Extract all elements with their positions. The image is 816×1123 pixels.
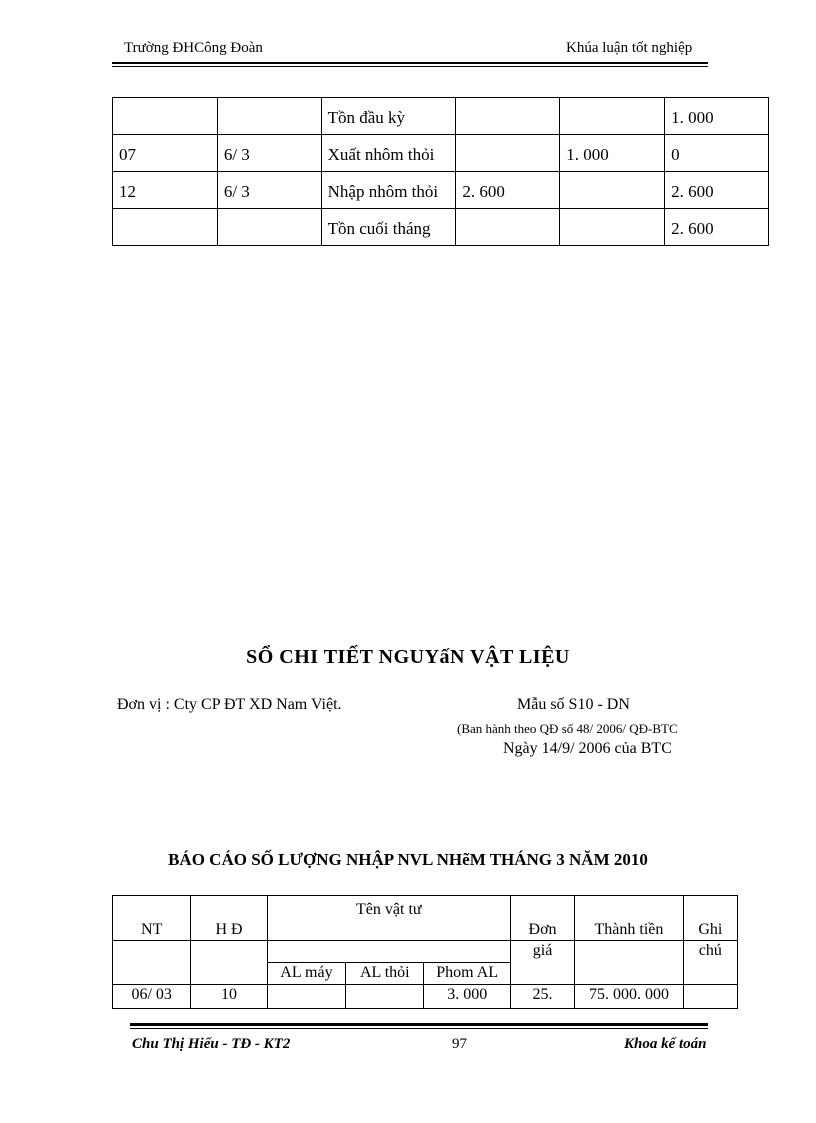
ledger-cell: 12 bbox=[113, 172, 218, 209]
header-school: Trường ĐHCông Đoàn bbox=[124, 40, 263, 56]
table-row bbox=[113, 172, 769, 209]
header-hd: H Đ bbox=[191, 896, 267, 941]
report-title: BÁO CÁO SỐ LƯỢNG NHẬP NVL NHẽM THÁNG 3 NĂM 2010 bbox=[168, 850, 648, 869]
report-table bbox=[112, 895, 738, 1009]
header-material-name: Tên vật tư bbox=[267, 896, 510, 941]
ledger-cell: Tồn cuối tháng bbox=[321, 209, 456, 246]
ledger-cell bbox=[560, 209, 665, 246]
cell-amount: 75. 000. 000 bbox=[575, 985, 684, 1009]
ledger-cell: 2. 600 bbox=[456, 172, 560, 209]
header-phom-al: Phom AL bbox=[424, 963, 510, 985]
ledger-cell: 1. 000 bbox=[560, 135, 665, 172]
issued-by: (Ban hành theo QĐ số 48/ 2006/ QĐ-BTC bbox=[457, 721, 678, 736]
ledger-cell bbox=[456, 209, 560, 246]
header-cell-empty bbox=[267, 941, 510, 963]
header-unit-price: Đơn bbox=[510, 896, 574, 941]
footer-author: Chu Thị Hiếu - TĐ - KT2 bbox=[132, 1036, 291, 1052]
ledger-cell bbox=[560, 98, 665, 135]
page-number: 97 bbox=[452, 1036, 467, 1052]
ledger-table bbox=[112, 97, 769, 246]
ledger-cell bbox=[217, 98, 321, 135]
header-cell-empty bbox=[113, 941, 191, 985]
ledger-cell: 2. 600 bbox=[665, 209, 769, 246]
header-al-may: AL máy bbox=[267, 963, 345, 985]
ledger-cell: Nhập nhôm thỏi bbox=[321, 172, 456, 209]
form-code: Mẫu số S10 - DN bbox=[517, 696, 630, 713]
table-row bbox=[113, 209, 769, 246]
header-thesis: Khúa luận tốt nghiệp bbox=[566, 40, 693, 56]
header-row bbox=[113, 896, 738, 941]
header-al-thoi: AL thỏi bbox=[346, 963, 424, 985]
header-cell-empty bbox=[191, 941, 267, 985]
footer-faculty: Khoa kế toán bbox=[624, 1036, 707, 1052]
ledger-cell bbox=[113, 98, 218, 135]
ledger-cell bbox=[456, 98, 560, 135]
header-nt: NT bbox=[113, 896, 191, 941]
table-row bbox=[113, 135, 769, 172]
footer-rule-thin bbox=[130, 1028, 708, 1029]
ledger-cell bbox=[560, 172, 665, 209]
cell-nt: 06/ 03 bbox=[113, 985, 191, 1009]
cell-phom-al: 3. 000 bbox=[424, 985, 510, 1009]
ledger-cell: Xuất nhôm thỏi bbox=[321, 135, 456, 172]
ledger-cell: 0 bbox=[665, 135, 769, 172]
ledger-cell: Tồn đầu kỳ bbox=[321, 98, 456, 135]
footer-rule bbox=[130, 1023, 708, 1026]
ledger-cell: 1. 000 bbox=[665, 98, 769, 135]
ledger-cell bbox=[113, 209, 218, 246]
unit-name: Đơn vị : Cty CP ĐT XD Nam Việt. bbox=[117, 696, 342, 713]
cell-hd: 10 bbox=[191, 985, 267, 1009]
table-row bbox=[113, 98, 769, 135]
header-rule bbox=[112, 62, 708, 64]
cell-note bbox=[683, 985, 737, 1009]
cell-al-thoi bbox=[346, 985, 424, 1009]
header-note: Ghi bbox=[683, 896, 737, 941]
ledger-cell: 2. 600 bbox=[665, 172, 769, 209]
cell-al-may bbox=[267, 985, 345, 1009]
header-unit-price-2: giá bbox=[510, 941, 574, 985]
ledger-cell: 6/ 3 bbox=[217, 172, 321, 209]
issue-date: Ngày 14/9/ 2006 của BTC bbox=[503, 740, 672, 757]
ledger-cell: 07 bbox=[113, 135, 218, 172]
table-row bbox=[113, 985, 738, 1009]
header-cell-empty bbox=[575, 941, 684, 985]
ledger-cell bbox=[217, 209, 321, 246]
ledger-cell: 6/ 3 bbox=[217, 135, 321, 172]
section-title: SỔ CHI TIẾT NGUYấN VẬT LIỆU bbox=[246, 646, 570, 668]
cell-unit-price: 25. bbox=[510, 985, 574, 1009]
header-note-2: chú bbox=[683, 941, 737, 985]
ledger-cell bbox=[456, 135, 560, 172]
header-row bbox=[113, 941, 738, 963]
header-rule-thin bbox=[112, 66, 708, 67]
header-amount: Thành tiền bbox=[575, 896, 684, 941]
